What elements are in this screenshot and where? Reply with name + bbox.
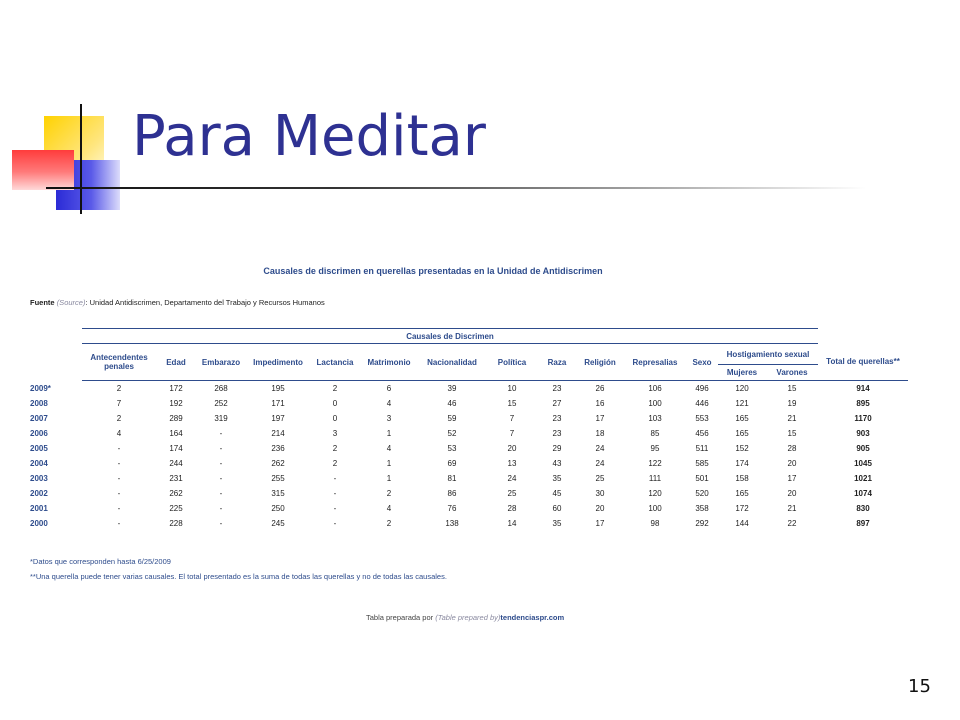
table-cell: 2	[116, 414, 122, 423]
table-cell: 24	[507, 474, 517, 483]
col-antecedentes: Antecendentes penales	[82, 344, 156, 381]
table-cell: 1	[386, 429, 392, 438]
table-cell: 22	[787, 519, 797, 528]
table-cell: 7	[116, 399, 122, 408]
col-edad: Edad	[156, 344, 196, 381]
footnotes	[30, 554, 447, 584]
table-cell: 2	[116, 384, 122, 393]
table-cell: 250	[271, 504, 285, 513]
red-square-decoration	[12, 150, 74, 190]
table-cell: 103	[648, 414, 662, 423]
table-cell: -	[117, 459, 121, 468]
row-total-cell: 897	[856, 519, 870, 528]
table-cell: -	[117, 474, 121, 483]
table-cell: 138	[445, 519, 459, 528]
table-cell: -	[219, 474, 223, 483]
table-cell: 29	[552, 444, 562, 453]
table-cell: 26	[595, 384, 605, 393]
table-cell: -	[117, 519, 121, 528]
table-cell: 17	[787, 474, 797, 483]
table-row: 2000 - 228 - 245 - 2 138 14 35 17 98 292 144 22 897	[82, 516, 908, 531]
table-cell: 1	[386, 459, 392, 468]
table-cell: 106	[648, 384, 662, 393]
row-total-cell: 1021	[854, 474, 872, 483]
table-cell: 165	[735, 489, 749, 498]
source-text: : Unidad Antidiscrimen, Departamento del Trabajo y Recursos Humanos	[85, 298, 325, 307]
table-cell: 53	[447, 444, 457, 453]
table-cell: -	[333, 519, 337, 528]
table-cell: 158	[735, 474, 749, 483]
page-number: 15	[908, 676, 931, 697]
table-row: 2008 7 192 252 171 0 4 46 15 27 16 100 446 121 19 895	[82, 396, 908, 411]
table-cell: 172	[169, 384, 183, 393]
table-row: 2001 - 225 - 250 - 4 76 28 60 20 100 358 172 21 830	[82, 501, 908, 516]
col-raza: Raza	[538, 344, 576, 381]
title-underline	[46, 187, 866, 189]
table-cell: 144	[735, 519, 749, 528]
table-cell: 18	[595, 429, 605, 438]
table-cell: 4	[386, 399, 392, 408]
table-cell: 25	[595, 474, 605, 483]
row-total-cell: 905	[856, 444, 870, 453]
table-cell: 585	[695, 459, 709, 468]
table-cell: 14	[507, 519, 517, 528]
table-cell: 164	[169, 429, 183, 438]
slide-title: Para Meditar	[132, 104, 486, 169]
table-cell: 2	[332, 444, 338, 453]
table-cell: 315	[271, 489, 285, 498]
table-cell: 174	[169, 444, 183, 453]
table-cell: 69	[447, 459, 457, 468]
table-cell: 2	[386, 489, 392, 498]
table-credit	[366, 613, 564, 622]
table-cell: 2	[386, 519, 392, 528]
table-cell: -	[219, 504, 223, 513]
table-cell: 496	[695, 384, 709, 393]
table-cell: 1	[386, 474, 392, 483]
table-cell: 45	[552, 489, 562, 498]
table-cell: 76	[447, 504, 457, 513]
table-cell: 21	[787, 414, 797, 423]
table-cell: 81	[447, 474, 457, 483]
row-total-cell: 1170	[854, 414, 872, 423]
table-cell: 319	[214, 414, 228, 423]
table-cell: 165	[735, 414, 749, 423]
table-cell: 121	[735, 399, 749, 408]
table-cell: 23	[552, 429, 562, 438]
credit-prefix: Tabla preparada por	[366, 613, 436, 622]
table-cell: -	[219, 489, 223, 498]
table-cell: 4	[116, 429, 122, 438]
table-cell: 95	[650, 444, 660, 453]
footnote-1: *Datos que corresponden hasta 6/25/2009	[30, 557, 171, 566]
table-cell: 195	[271, 384, 285, 393]
row-total-cell: 903	[856, 429, 870, 438]
table-cell: 35	[552, 474, 562, 483]
table-cell: -	[333, 474, 337, 483]
table-cell: 111	[648, 474, 662, 483]
table-cell: -	[117, 504, 121, 513]
source-english: (Source)	[56, 298, 86, 307]
table-cell: 3	[386, 414, 392, 423]
table-cell: 553	[695, 414, 709, 423]
row-total-cell: 914	[856, 384, 870, 393]
table-cell: 2	[332, 384, 338, 393]
table-cell: 244	[169, 459, 183, 468]
table-cell: 2	[332, 459, 338, 468]
table-cell: 98	[650, 519, 660, 528]
table-cell: 289	[169, 414, 183, 423]
table-cell: 4	[386, 444, 392, 453]
table-cell: 6	[386, 384, 392, 393]
vertical-rule	[80, 104, 82, 214]
col-total: Total de querellas**	[818, 344, 908, 381]
table-cell: 28	[787, 444, 797, 453]
table-cell: 16	[595, 399, 605, 408]
table-cell: 165	[735, 429, 749, 438]
table-cell: 60	[552, 504, 562, 513]
table-cell: 171	[271, 399, 285, 408]
footnote-2: **Una querella puede tener varias causales. El total presentado es la suma de todas las querellas y no de todas las causales.	[30, 572, 447, 581]
table-cell: 192	[169, 399, 183, 408]
credit-site: tendenciaspr.com	[500, 613, 565, 622]
table-cell: -	[333, 504, 337, 513]
col-matrimonio: Matrimonio	[360, 344, 418, 381]
table-cell: 197	[271, 414, 285, 423]
table-cell: -	[117, 444, 121, 453]
table-cell: 39	[447, 384, 457, 393]
table-cell: 17	[595, 414, 605, 423]
table-cell: 10	[507, 384, 517, 393]
discrimination-table	[30, 328, 908, 531]
table-cell: 15	[507, 399, 517, 408]
col-represalias: Represalias	[624, 344, 686, 381]
table-row: 2009* 2 172 268 195 2 6 39 10 23 26 106 496 120 15 914	[82, 381, 908, 397]
source-label: Fuente	[30, 298, 55, 307]
col-impedimento: Impedimento	[246, 344, 310, 381]
table-cell: 446	[695, 399, 709, 408]
table-cell: 15	[787, 429, 797, 438]
table-body	[30, 381, 908, 532]
table-cell: -	[117, 489, 121, 498]
table-cell: 214	[271, 429, 285, 438]
table-cell: 0	[332, 399, 338, 408]
table-cell: 501	[695, 474, 709, 483]
table-cell: 46	[447, 399, 457, 408]
table-row: 2003 - 231 - 255 - 1 81 24 35 25 111 501 158 17 1021	[82, 471, 908, 486]
table-cell: 86	[447, 489, 457, 498]
table-cell: 252	[214, 399, 228, 408]
col-varones: Varones	[766, 365, 818, 381]
table-cell: 27	[552, 399, 562, 408]
table-cell: -	[333, 489, 337, 498]
row-total-cell: 895	[856, 399, 870, 408]
col-lactancia: Lactancia	[310, 344, 360, 381]
group-header: Causales de Discrimen	[82, 329, 818, 344]
table-cell: 30	[595, 489, 605, 498]
col-politica: Política	[486, 344, 538, 381]
table-cell: -	[219, 429, 223, 438]
table-cell: 21	[787, 504, 797, 513]
table-cell: 172	[735, 504, 749, 513]
table-cell: 7	[509, 429, 515, 438]
table-cell: 511	[695, 444, 709, 453]
table-cell: 100	[648, 504, 662, 513]
table-cell: 152	[735, 444, 749, 453]
row-total-cell: 1045	[854, 459, 872, 468]
figure-title: Causales de discrimen en querellas presentadas en la Unidad de Antidiscrimen	[263, 266, 603, 276]
table-cell: -	[219, 444, 223, 453]
table-cell: 20	[787, 489, 797, 498]
table-cell: 24	[595, 459, 605, 468]
table-cell: 456	[695, 429, 709, 438]
col-sexo: Sexo	[686, 344, 718, 381]
table-cell: 20	[787, 459, 797, 468]
table-row: 2006 4 164 - 214 3 1 52 7 23 18 85 456 165 15 903	[82, 426, 908, 441]
table-cell: 174	[735, 459, 749, 468]
col-embarazo: Embarazo	[196, 344, 246, 381]
table-cell: 358	[695, 504, 709, 513]
table-cell: 59	[447, 414, 457, 423]
col-nacionalidad: Nacionalidad	[418, 344, 486, 381]
table-cell: 20	[507, 444, 517, 453]
table-cell: 120	[735, 384, 749, 393]
table-cell: 43	[552, 459, 562, 468]
table-cell: 35	[552, 519, 562, 528]
table-row: 2002 - 262 - 315 - 2 86 25 45 30 120 520 165 20 1074	[82, 486, 908, 501]
source-line	[30, 298, 325, 307]
table-cell: 231	[169, 474, 183, 483]
table-cell: 245	[271, 519, 285, 528]
table-cell: 120	[648, 489, 662, 498]
table-cell: 13	[507, 459, 517, 468]
table-cell: 292	[695, 519, 709, 528]
table-cell: 15	[787, 384, 797, 393]
col-hostigamiento: Hostigamiento sexual	[726, 349, 810, 359]
table-cell: 100	[648, 399, 662, 408]
table-cell: 20	[595, 504, 605, 513]
row-total-cell: 1074	[854, 489, 872, 498]
table-cell: 122	[648, 459, 662, 468]
col-mujeres: Mujeres	[718, 365, 766, 381]
table-cell: 7	[509, 414, 515, 423]
table-cell: 25	[507, 489, 517, 498]
table-cell: -	[219, 519, 223, 528]
row-total-cell: 830	[856, 504, 870, 513]
table-cell: 52	[447, 429, 457, 438]
table-cell: 17	[595, 519, 605, 528]
credit-english: (Table prepared by)	[435, 613, 501, 622]
table-cell: 28	[507, 504, 517, 513]
table-cell: 225	[169, 504, 183, 513]
table-cell: 255	[271, 474, 285, 483]
table-cell: 19	[787, 399, 797, 408]
table-row: 2007 2 289 319 197 0 3 59 7 23 17 103 553 165 21 1170	[82, 411, 908, 426]
table-cell: 85	[650, 429, 660, 438]
table-cell: 236	[271, 444, 285, 453]
table-cell: 3	[332, 429, 338, 438]
table-cell: 262	[271, 459, 285, 468]
table-figure	[18, 256, 948, 634]
table-cell: 4	[386, 504, 392, 513]
table-cell: 23	[552, 414, 562, 423]
table-cell: 0	[332, 414, 338, 423]
col-religion: Religión	[576, 344, 624, 381]
table-row: 2005 - 174 - 236 2 4 53 20 29 24 95 511 152 28 905	[82, 441, 908, 456]
table-cell: 520	[695, 489, 709, 498]
table-cell: 228	[169, 519, 183, 528]
table-cell: 24	[595, 444, 605, 453]
table-cell: 268	[214, 384, 228, 393]
table-cell: 23	[552, 384, 562, 393]
table-row: 2004 - 244 - 262 2 1 69 13 43 24 122 585 174 20 1045	[82, 456, 908, 471]
table-cell: -	[219, 459, 223, 468]
table-cell: 262	[169, 489, 183, 498]
